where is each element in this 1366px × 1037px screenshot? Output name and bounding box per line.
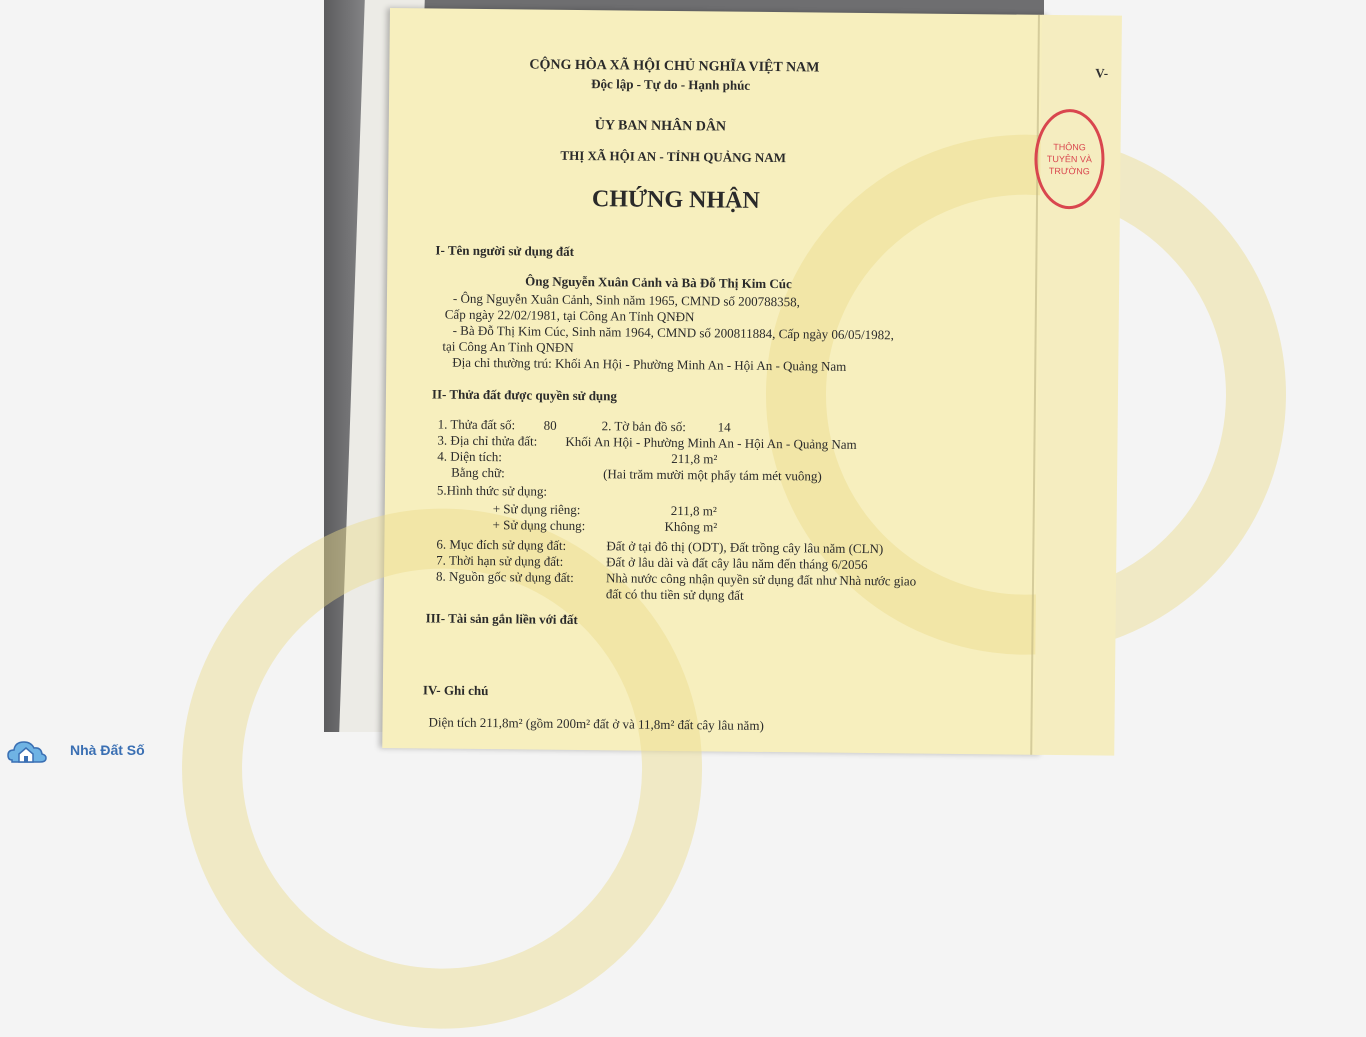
logo-text: Nhà Đất Số bbox=[70, 742, 145, 758]
address-value: Khối An Hội - Phường Minh An - Hội An - Quảng Nam bbox=[565, 433, 857, 452]
origin-label: 8. Nguồn gốc sử dụng đất: bbox=[435, 568, 574, 585]
owner2-line: - Bà Đỗ Thị Kim Cúc, Sinh năm 1964, CMND số 200811884, Cấp ngày 06/05/1982, bbox=[452, 322, 894, 343]
map-label: 2. Tờ bản đồ số: bbox=[601, 418, 686, 435]
committee-heading: ỦY BAN NHÂN DÂN bbox=[594, 118, 727, 135]
term-label: 7. Thời hạn sử dụng đất: bbox=[436, 552, 564, 569]
house-cloud-icon bbox=[6, 734, 66, 766]
certificate-title: CHỨNG NHẬN bbox=[591, 186, 760, 214]
owners-name: Ông Nguyễn Xuân Cảnh và Bà Đỗ Thị Kim Cúc bbox=[525, 273, 792, 292]
private-use-value: 211,8 m² bbox=[670, 502, 717, 519]
motto: Độc lập - Tự do - Hạnh phúc bbox=[591, 76, 751, 93]
purpose-label: 6. Mục đích sử dụng đất: bbox=[436, 536, 567, 553]
certificate-page bbox=[382, 8, 1109, 755]
section3-heading: III- Tài sản gắn liền với đất bbox=[425, 610, 578, 627]
area-words-label: Bằng chữ: bbox=[451, 464, 505, 481]
private-use-label: + Sử dụng riêng: bbox=[492, 501, 581, 518]
shared-use-value: Không m² bbox=[664, 518, 718, 535]
owner1-line: - Ông Nguyễn Xuân Cảnh, Sinh năm 1965, CMND số 200788358, bbox=[452, 290, 801, 310]
address-label: 3. Địa chỉ thửa đất: bbox=[437, 432, 538, 449]
note-text: Diện tích 211,8m² (gồm 200m² đất ở và 11,8m² đất cây lâu năm) bbox=[428, 714, 764, 733]
locality-heading: THỊ XÃ HỘI AN - TỈNH QUẢNG NAM bbox=[560, 147, 787, 166]
origin-value-cont: đất có thu tiền sử dụng đất bbox=[605, 586, 744, 603]
usage-form-label: 5.Hình thức sử dụng: bbox=[436, 482, 548, 499]
shared-use-label: + Sử dụng chung: bbox=[492, 517, 586, 534]
purpose-value: Đất ở tại đô thị (ODT), Đất trồng cây lâu năm (CLN) bbox=[606, 538, 884, 557]
serial-number: V- bbox=[1095, 65, 1109, 81]
term-value: Đất ở lâu dài và đất cây lâu năm đến tháng 6/2056 bbox=[606, 554, 868, 573]
owner1-issue-line: Cấp ngày 22/02/1981, tại Công An Tỉnh QNĐN bbox=[444, 306, 695, 325]
image-viewer bbox=[324, 0, 1109, 733]
section1-heading: I- Tên người sử dụng đất bbox=[435, 242, 575, 259]
section4-heading: IV- Ghi chú bbox=[422, 682, 489, 699]
site-logo[interactable] bbox=[6, 733, 145, 767]
parcel-label: 1. Thửa đất số: bbox=[437, 416, 516, 433]
seal-text: TRƯỜNG bbox=[1048, 165, 1090, 177]
residence-line: Địa chỉ thường trú: Khối An Hội - Phường Minh An - Hội An - Quảng Nam bbox=[452, 354, 847, 374]
origin-value: Nhà nước công nhận quyền sử dụng đất như Nhà nước giao bbox=[605, 570, 917, 589]
area-words-value: (Hai trăm mười một phẩy tám mét vuông) bbox=[603, 466, 822, 484]
owner2-issue-line: tại Công An Tỉnh QNĐN bbox=[442, 338, 574, 355]
area-label: 4. Diện tích: bbox=[437, 448, 503, 465]
seal-text: TUYÊN VÀ bbox=[1046, 153, 1093, 165]
area-value: 211,8 m² bbox=[671, 450, 718, 467]
seal-text: THÔNG bbox=[1053, 141, 1086, 153]
country-heading: CỘNG HÒA XÃ HỘI CHỦ NGHĨA VIỆT NAM bbox=[529, 57, 820, 76]
parcel-value: 80 bbox=[543, 417, 557, 433]
map-value: 14 bbox=[717, 419, 731, 435]
section2-heading: II- Thửa đất được quyền sử dụng bbox=[431, 386, 618, 404]
